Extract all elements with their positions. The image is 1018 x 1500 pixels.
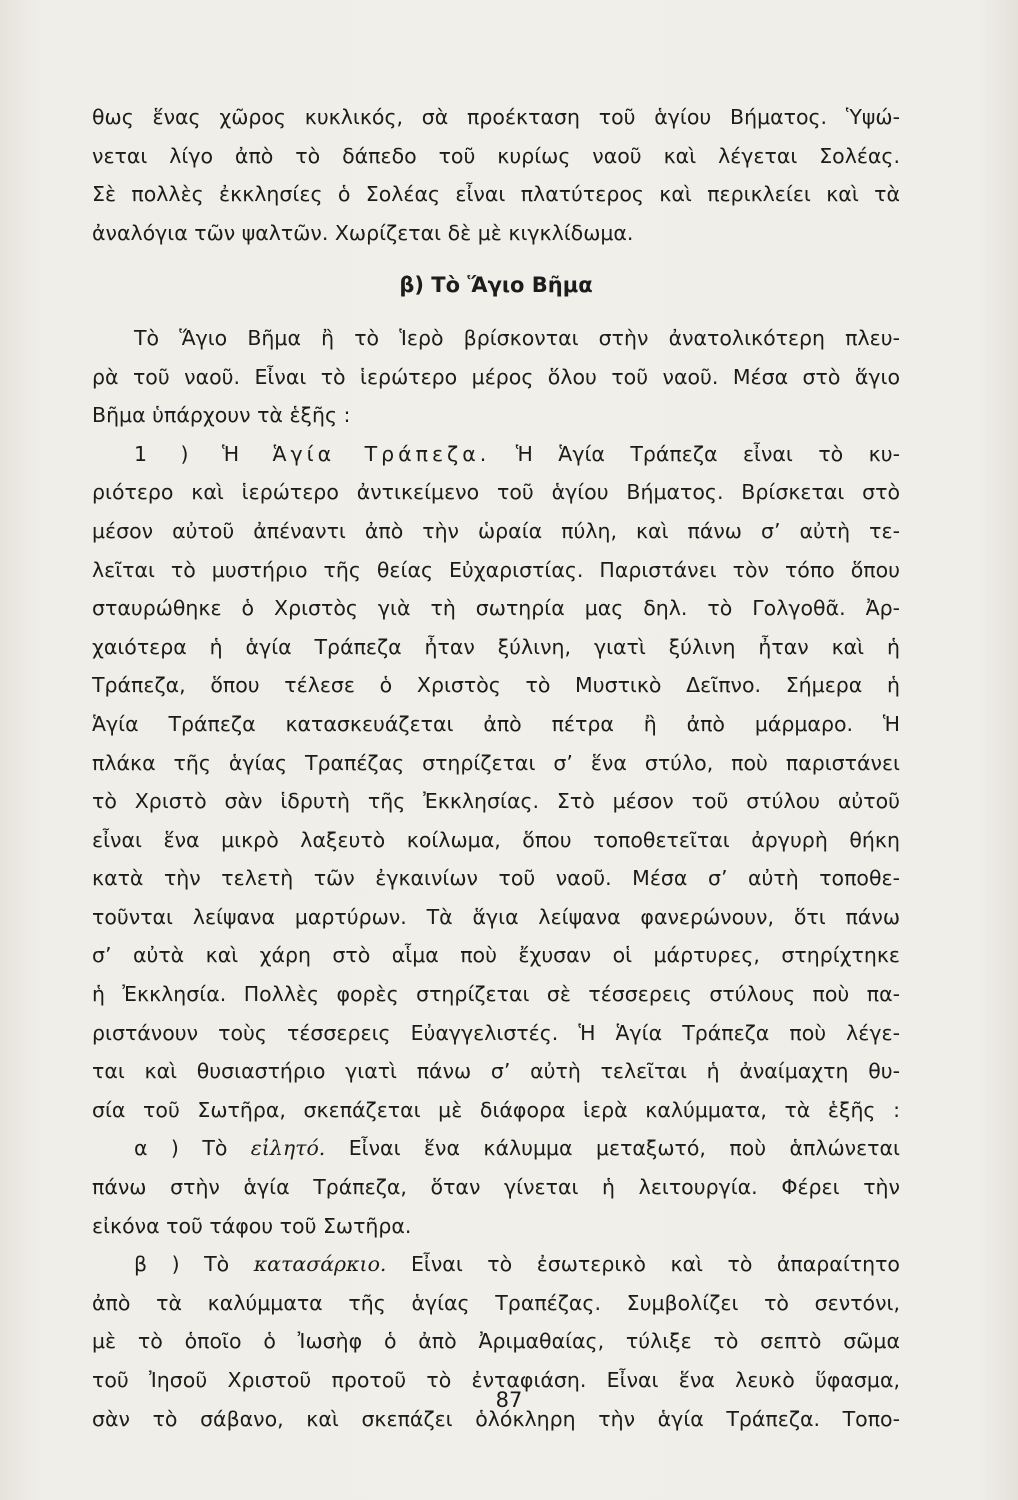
text-line: πάνω στὴν ἁγία Τράπεζα, ὅταν γίνεται ἡ λειτουργία. Φέρει τὴν (92, 1175, 900, 1200)
text-line: πλάκα τῆς ἁγίας Τραπέζας στηρίζεται σ’ ἕνα στύλο, ποὺ παριστάνει (92, 750, 900, 775)
text-line: ἀπὸ τὰ καλύμματα τῆς ἁγίας Τραπέζας. Συμβολίζει τὸ σεντόνι, (92, 1290, 900, 1315)
text-line: λεῖται τὸ μυστήριο τῆς θείας Εὐχαριστίας. Παριστάνει τὸν τόπο ὅπου (92, 557, 900, 582)
sub-item-header (92, 1245, 900, 1284)
sub-item-term: κατασάρκιο. (253, 1252, 387, 1277)
text-line: νεται λίγο ἀπὸ τὸ δάπεδο τοῦ κυρίως ναοῦ καὶ λέγεται Σολέας. (92, 143, 900, 168)
sub-item-label: α ) Τὸ (134, 1136, 228, 1161)
text-line: τὸ Χριστὸ σὰν ἱδρυτὴ τῆς Ἐκκλησίας. Στὸ μέσον τοῦ στύλου αὐτοῦ (92, 789, 900, 814)
page-text (92, 98, 900, 1438)
text-line: κατὰ τὴν τελετὴ τῶν ἐγκαινίων τοῦ ναοῦ. Μέσα σ’ αὐτὴ τοποθε- (92, 866, 900, 891)
text-line: μέσον αὐτοῦ ἀπέναντι ἀπὸ τὴν ὡραία πύλη, καὶ πάνω σ’ αὐτὴ τε- (92, 518, 900, 543)
text-line: ριστάνουν τοὺς τέσσερεις Εὐαγγελιστές. Ἡ Ἁγία Τράπεζα ποὺ λέγε- (92, 1020, 900, 1045)
text-line: ται καὶ θυσιαστήριο γιατὶ πάνω σ’ αὐτὴ τελεῖται ἡ ἀναίμαχτη θυ- (92, 1059, 900, 1084)
sub-item-text: Εἶναι ἕνα κάλυμμα μεταξωτό, ποὺ ἁπλώνεται (348, 1136, 900, 1161)
text-line: ἡ Ἐκκλησία. Πολλὲς φορὲς στηρίζεται σὲ τέσσερεις στύλους ποὺ πα- (92, 982, 900, 1007)
text-line: εἶναι ἕνα μικρὸ λαξευτὸ κοίλωμα, ὅπου τοποθετεῖται ἀργυρὴ θήκη (92, 827, 900, 852)
sub-item-term: εἰλητό. (250, 1136, 326, 1161)
page-number: 87 (495, 1388, 523, 1412)
list-item-label: 1 ) Ἡ Ἁγία Τράπεζα. (134, 441, 491, 466)
text-line: Βῆμα ὑπάρχουν τὰ ἑξῆς : (92, 403, 351, 428)
text-line: σταυρώθηκε ὁ Χριστὸς γιὰ τὴ σωτηρία μας δηλ. τὸ Γολγοθᾶ. Ἀρ- (92, 596, 900, 621)
text-line: σία τοῦ Σωτῆρα, σκεπάζεται μὲ διάφορα ἱερὰ καλύμματα, τὰ ἑξῆς : (92, 1097, 900, 1122)
text-line: Σὲ πολλὲς ἐκκλησίες ὁ Σολέας εἶναι πλατύτερος καὶ περικλείει καὶ τὰ (92, 182, 900, 207)
text-line: Τράπεζα, ὅπου τέλεσε ὁ Χριστὸς τὸ Μυστικὸ Δεῖπνο. Σήμερα ἡ (92, 673, 900, 698)
text-line: ριότερο καὶ ἱερώτερο ἀντικείμενο τοῦ ἁγίου Βήματος. Βρίσκεται στὸ (92, 480, 900, 505)
text-line: σὰν τὸ σάβανο, καὶ σκεπάζει ὁλόκληρη τὴν ἁγία Τράπεζα. Τοπο- (92, 1406, 900, 1431)
list-item-text: Ἡ Ἁγία Τράπεζα εἶναι τὸ κυ- (515, 441, 900, 466)
text-line: τοῦ Ἰησοῦ Χριστοῦ προτοῦ τὸ ἐνταφιάση. Εἶναι ἕνα λευκὸ ὕφασμα, (92, 1368, 900, 1392)
list-item-header (92, 435, 900, 474)
text-line: εἰκόνα τοῦ τάφου τοῦ Σωτῆρα. (92, 1213, 412, 1238)
text-line: σ’ αὐτὰ καὶ χάρη στὸ αἷμα ποὺ ἔχυσαν οἱ μάρτυρες, στηρίχτηκε (92, 943, 900, 968)
text-line: μὲ τὸ ὁποῖο ὁ Ἰωσὴφ ὁ ἀπὸ Ἀριμαθαίας, τύλιξε τὸ σεπτὸ σῶμα (92, 1329, 900, 1354)
text-line: τοῦνται λείψανα μαρτύρων. Τὰ ἅγια λείψανα φανερώνουν, ὅτι πάνω (92, 904, 900, 929)
text-line: ρὰ τοῦ ναοῦ. Εἶναι τὸ ἱερώτερο μέρος ὅλου τοῦ ναοῦ. Μέσα στὸ ἅγιο (92, 364, 900, 389)
text-line: Τὸ Ἅγιο Βῆμα ἢ τὸ Ἱερὸ βρίσκονται στὴν ἀνατολικότερη πλευ- (134, 325, 900, 350)
text-line: θως ἕνας χῶρος κυκλικός, σὰ προέκταση τοῦ ἁγίου Βήματος. Ὑψώ- (92, 105, 900, 129)
text-line: χαιότερα ἡ ἁγία Τράπεζα ἦταν ξύλινη, γιατὶ ξύλινη ἦταν καὶ ἡ (92, 634, 900, 659)
text-line: Ἁγία Τράπεζα κατασκευάζεται ἀπὸ πέτρα ἢ ἀπὸ μάρμαρο. Ἡ (92, 711, 900, 736)
section-heading: β) Τὸ Ἅγιο Βῆμα (399, 273, 593, 298)
sub-item-label: β ) Τὸ (134, 1252, 230, 1277)
text-line: ἀναλόγια τῶν ψαλτῶν. Χωρίζεται δὲ μὲ κιγκλίδωμα. (92, 220, 634, 245)
sub-item-text: Εἶναι τὸ ἐσωτερικὸ καὶ τὸ ἀπαραίτητο (410, 1252, 900, 1277)
sub-item-header (92, 1129, 900, 1168)
